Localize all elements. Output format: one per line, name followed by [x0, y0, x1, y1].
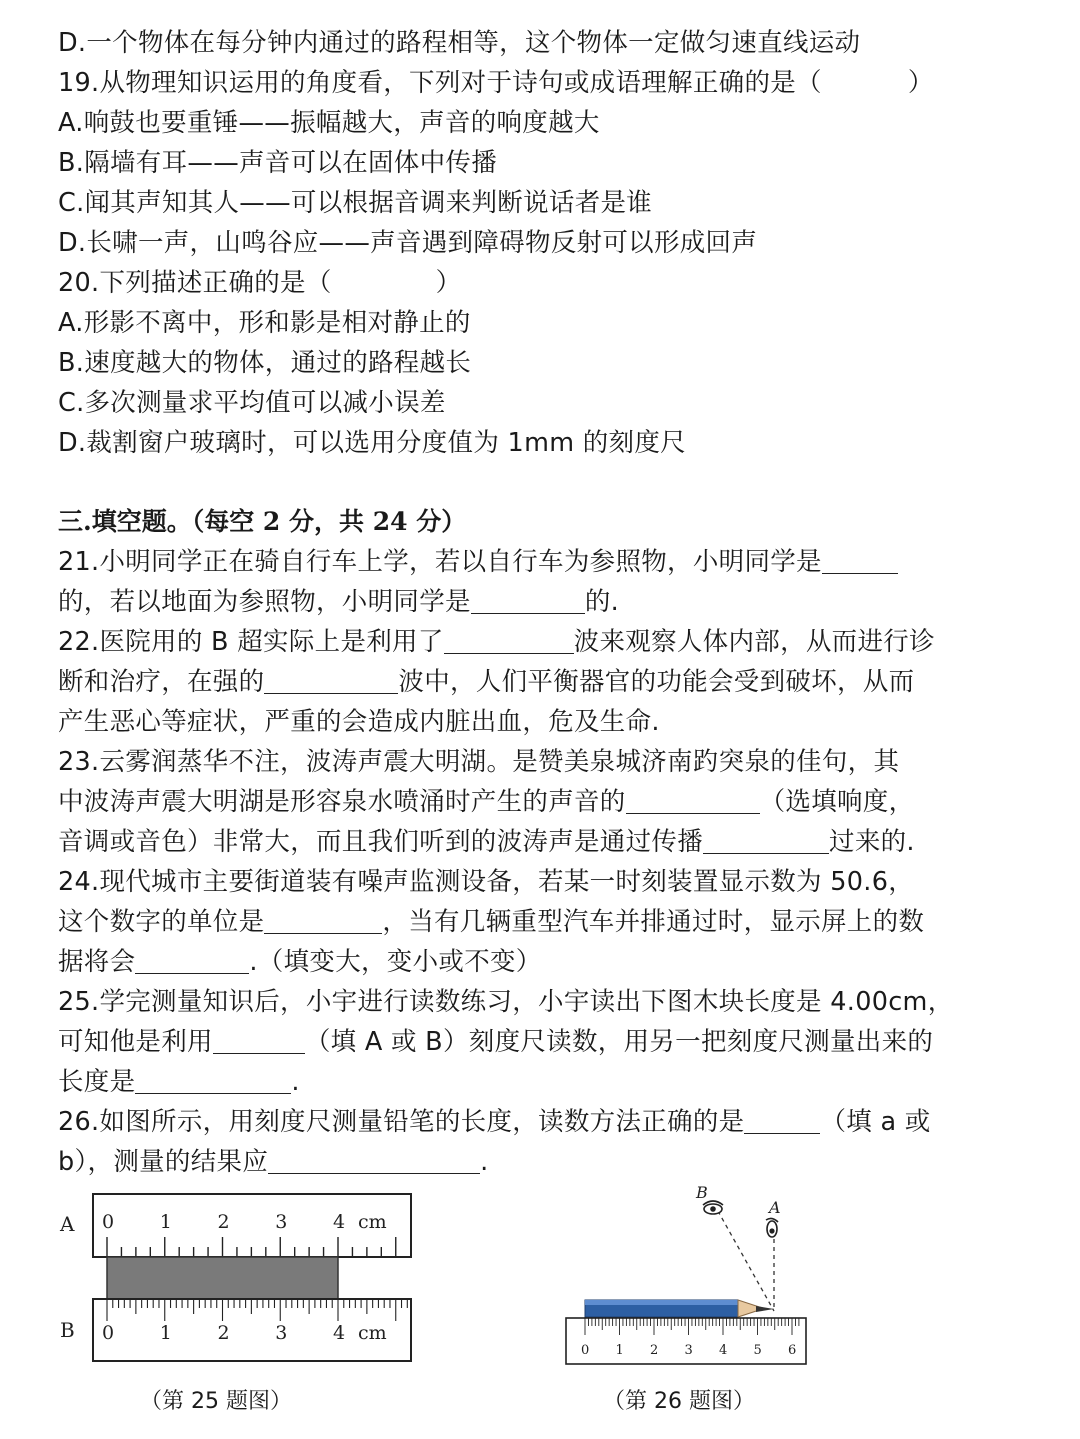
q22-text: 波中，人们平衡器官的功能会受到破坏，从而 [398, 667, 915, 697]
q25-line2 [58, 1025, 1038, 1059]
eye-a-label: A [769, 1198, 781, 1217]
section-title: 三.填空题。（每空 2 分，共 24 分） [58, 507, 467, 536]
sight-line-b [714, 1204, 774, 1311]
q23-text: 中波涛声震大明湖是形容泉水喷涌时产生的声音的 [58, 787, 626, 817]
q21-text: 的. [584, 587, 620, 617]
q24-line1: 24.现代城市主要街道装有噪声监测设备，若某一时刻装置显示数为 50.6， [58, 867, 915, 897]
q21-line1 [58, 545, 1038, 579]
q19-stem-text: 19.从物理知识运用的角度看，下列对于诗句或成语理解正确的是（ [58, 68, 822, 98]
eye-b-label: B [696, 1183, 708, 1202]
q21-text: 的，若以地面为参照物，小明同学是 [58, 587, 471, 617]
q23-text: 过来的. [829, 827, 915, 857]
q25-line1: 25.学完测量知识后，小宇进行读数练习，小宇读出下图木块长度是 4.00cm， [58, 987, 954, 1017]
q25-text: 长度是 [58, 1067, 136, 1097]
fill-blank[interactable] [264, 667, 398, 694]
q22-text: 断和治疗，在强的 [58, 667, 265, 697]
q24-text: .（填变大，变小或不变） [249, 947, 542, 977]
q23-text: （选填响度， [759, 787, 915, 817]
q23-line2 [58, 785, 1038, 819]
q24-text: 这个数字的单位是 [58, 907, 265, 937]
fill-blank[interactable] [471, 587, 585, 614]
wooden-block [107, 1257, 338, 1299]
q22-line1 [58, 625, 1038, 659]
q26-text: . [480, 1147, 489, 1177]
fill-blank[interactable] [213, 1027, 305, 1054]
q19-option-b: B.隔墙有耳——声音可以在固体中传播 [58, 148, 498, 178]
q24-text: ，当有几辆重型汽车并排通过时，显示屏上的数 [382, 907, 925, 937]
ruler-b-tick-label: 3 [275, 1322, 288, 1344]
q26-line2 [58, 1145, 1038, 1179]
ruler-tick-label: 0 [581, 1343, 590, 1358]
q25-text: 可知他是利用 [58, 1027, 213, 1057]
q24-line3 [58, 945, 1038, 979]
ruler-a-tick-label: 3 [275, 1211, 288, 1233]
fill-blank[interactable] [744, 1107, 820, 1134]
q21-line2 [58, 585, 1038, 619]
q19-stem [58, 66, 1038, 100]
ruler-b-unit: cm [358, 1322, 387, 1344]
q23-line3 [58, 825, 1038, 859]
fill-blank[interactable] [264, 907, 382, 934]
pencil-figure-26 [560, 1178, 820, 1378]
ruler-b-tick-label: 1 [159, 1322, 172, 1344]
eye-b-icon [703, 1201, 723, 1214]
ruler-figure-25 [50, 1185, 430, 1370]
q21-text: 21.小明同学正在骑自行车上学，若以自行车为参照物，小明同学是 [58, 547, 822, 577]
ruler-a-tick-label: 2 [217, 1211, 230, 1233]
q23-line1: 23.云雾润蒸华不注，波涛声震大明湖。是赞美泉城济南趵突泉的佳句，其 [58, 747, 900, 777]
q25-text: . [291, 1067, 300, 1097]
q23-text: 音调或音色）非常大，而且我们听到的波涛声是通过传播 [58, 827, 704, 857]
q20-option-b: B.速度越大的物体，通过的路程越长 [58, 348, 472, 378]
figure-26-caption: （第 26 题图） [603, 1389, 755, 1414]
q22-text: 波来观察人体内部，从而进行诊 [573, 627, 935, 657]
eye-a-icon [766, 1218, 778, 1237]
q26-line1 [58, 1105, 1038, 1139]
q18-option-d: D.一个物体在每分钟内通过的路程相等，这个物体一定做匀速直线运动 [58, 28, 861, 58]
q25-text: （填 A 或 B）刻度尺读数，用另一把刻度尺测量出来的 [304, 1027, 934, 1057]
q26-text: b），测量的结果应 [58, 1147, 269, 1177]
q22-text: 22.医院用的 B 超实际上是利用了 [58, 627, 444, 657]
q20-option-a: A.形影不离中，形和影是相对静止的 [58, 308, 471, 338]
ruler-b-tick-label: 4 [333, 1322, 346, 1344]
q24-text: 据将会 [58, 947, 136, 977]
ruler-b-tick-label: 0 [102, 1322, 115, 1344]
q26-text: （填 a 或 [820, 1107, 931, 1137]
q19-stem-end: ） [907, 68, 934, 98]
fill-blank[interactable] [626, 787, 760, 814]
ruler-tick-label: 1 [615, 1343, 624, 1358]
ruler-a-label: A [60, 1212, 75, 1236]
figure-25-caption: （第 25 题图） [140, 1389, 292, 1414]
ruler-tick-label: 4 [719, 1343, 728, 1358]
ruler-tick-label: 3 [684, 1343, 693, 1358]
q24-line2 [58, 905, 1038, 939]
ruler-tick-label: 2 [650, 1343, 659, 1358]
ruler-tick-label: 6 [788, 1343, 797, 1358]
ruler-b-label: B [60, 1318, 75, 1342]
ruler-tick-label: 5 [753, 1343, 762, 1358]
ruler-b-tick-label: 2 [217, 1322, 230, 1344]
q25-line3 [58, 1065, 1038, 1099]
q19-option-c: C.闻其声知其人——可以根据音调来判断说话者是谁 [58, 188, 653, 218]
q20-stem-end: ） [435, 268, 462, 298]
ruler-a-tick-label: 4 [333, 1211, 346, 1233]
fill-blank[interactable] [444, 627, 574, 654]
q19-option-a: A.响鼓也要重锤——振幅越大，声音的响度越大 [58, 108, 600, 138]
fill-blank[interactable] [703, 827, 829, 854]
fill-blank[interactable] [135, 1067, 291, 1094]
q22-line3: 产生恶心等症状，严重的会造成内脏出血，危及生命. [58, 707, 660, 737]
q26-text: 26.如图所示，用刻度尺测量铅笔的长度，读数方法正确的是 [58, 1107, 745, 1137]
q22-line2 [58, 665, 1038, 699]
q20-stem-text: 20.下列描述正确的是（ [58, 268, 332, 298]
ruler-a-tick-label: 1 [159, 1211, 172, 1233]
ruler-a-tick-label: 0 [102, 1211, 115, 1233]
pencil-icon [585, 1300, 774, 1317]
ruler-a-unit: cm [358, 1211, 387, 1233]
q20-option-d: D.裁割窗户玻璃时，可以选用分度值为 1mm 的刻度尺 [58, 428, 686, 458]
q20-option-c: C.多次测量求平均值可以减小误差 [58, 388, 446, 418]
fill-blank[interactable] [822, 547, 898, 574]
q19-option-d: D.长啸一声，山鸣谷应——声音遇到障碍物反射可以形成回声 [58, 228, 758, 258]
q20-stem [58, 266, 1038, 300]
fill-blank[interactable] [268, 1147, 480, 1174]
fill-blank[interactable] [135, 947, 249, 974]
